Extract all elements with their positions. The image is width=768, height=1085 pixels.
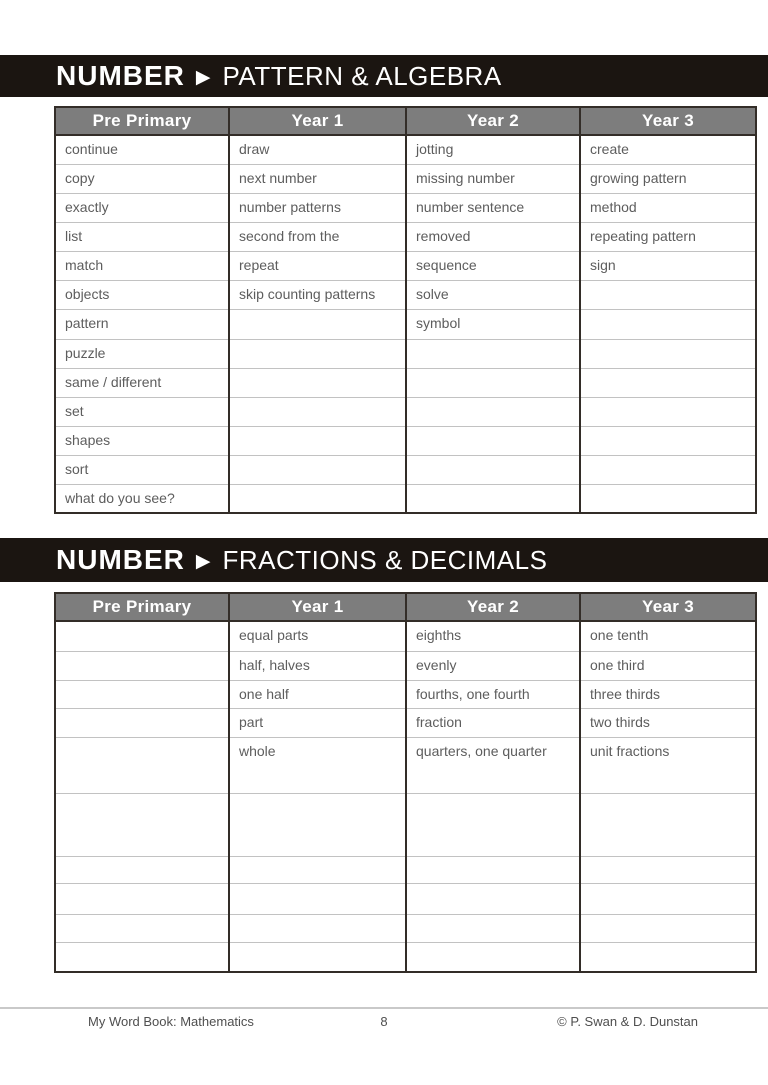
table-cell: skip counting patterns xyxy=(229,280,406,309)
play-triangle-icon: ▶ xyxy=(195,549,211,572)
table-cell xyxy=(229,426,406,455)
table-header-row xyxy=(55,107,756,135)
table-cell: same / different xyxy=(55,368,229,397)
table-row xyxy=(55,455,756,484)
table-cell xyxy=(580,484,756,513)
table-cell xyxy=(406,914,580,942)
table-cell xyxy=(406,856,580,883)
table-cell: three thirds xyxy=(580,680,756,708)
column-header: Year 2 xyxy=(406,107,580,135)
section-header-pattern-algebra xyxy=(0,55,768,97)
table-cell xyxy=(406,455,580,484)
table-row xyxy=(55,426,756,455)
column-header: Year 1 xyxy=(229,107,406,135)
table-cell: pattern xyxy=(55,309,229,339)
table-cell xyxy=(406,883,580,914)
table-cell: next number xyxy=(229,164,406,193)
table-cell: one half xyxy=(229,680,406,708)
vocab-table-pattern-algebra xyxy=(54,106,757,514)
table-cell xyxy=(580,368,756,397)
table-cell: removed xyxy=(406,222,580,251)
table-cell: missing number xyxy=(406,164,580,193)
table-cell: fraction xyxy=(406,708,580,737)
table-row xyxy=(55,135,756,164)
table-cell: two thirds xyxy=(580,708,756,737)
table-row xyxy=(55,193,756,222)
table-cell: whole xyxy=(229,737,406,793)
table-row xyxy=(55,164,756,193)
table-cell: list xyxy=(55,222,229,251)
table-row xyxy=(55,793,756,856)
table-cell: objects xyxy=(55,280,229,309)
table-cell xyxy=(55,883,229,914)
table-cell: number patterns xyxy=(229,193,406,222)
table-row xyxy=(55,914,756,942)
table-cell xyxy=(580,793,756,856)
table-cell: method xyxy=(580,193,756,222)
section-category-label: NUMBER xyxy=(56,60,185,91)
vocab-table-fractions-decimals xyxy=(54,592,757,973)
column-header: Year 3 xyxy=(580,107,756,135)
table-cell xyxy=(580,914,756,942)
table-row xyxy=(55,883,756,914)
footer-page-number: 8 xyxy=(380,1014,388,1029)
table-cell xyxy=(229,455,406,484)
table-cell: fourths, one fourth xyxy=(406,680,580,708)
table-row xyxy=(55,309,756,339)
footer-divider xyxy=(0,1007,768,1009)
section-topic-label: FRACTIONS & DECIMALS xyxy=(222,544,548,575)
table-cell xyxy=(406,484,580,513)
table-cell xyxy=(406,942,580,972)
table-cell: one tenth xyxy=(580,621,756,651)
table-cell: eighths xyxy=(406,621,580,651)
table-cell: copy xyxy=(55,164,229,193)
table-cell xyxy=(580,883,756,914)
table-cell xyxy=(406,426,580,455)
table-row xyxy=(55,737,756,793)
table-cell: one third xyxy=(580,651,756,680)
table-cell xyxy=(229,309,406,339)
column-header: Pre Primary xyxy=(55,593,229,621)
table-cell xyxy=(55,914,229,942)
play-triangle-icon: ▶ xyxy=(195,65,211,88)
table-row xyxy=(55,651,756,680)
table-cell xyxy=(406,339,580,368)
table-cell xyxy=(229,339,406,368)
table-row xyxy=(55,708,756,737)
table-cell: symbol xyxy=(406,309,580,339)
table-cell xyxy=(580,426,756,455)
table-cell: puzzle xyxy=(55,339,229,368)
section-header-fractions-decimals xyxy=(0,538,768,582)
table-cell: set xyxy=(55,397,229,426)
table-cell xyxy=(55,942,229,972)
table-cell xyxy=(229,484,406,513)
table-row xyxy=(55,621,756,651)
table-cell: sign xyxy=(580,251,756,280)
table-cell xyxy=(229,368,406,397)
table-cell xyxy=(406,793,580,856)
table-cell xyxy=(55,793,229,856)
table-cell xyxy=(55,651,229,680)
table-cell: growing pattern xyxy=(580,164,756,193)
table-cell: create xyxy=(580,135,756,164)
table-cell xyxy=(229,883,406,914)
table-cell: half, halves xyxy=(229,651,406,680)
table-cell xyxy=(580,397,756,426)
table-cell xyxy=(229,793,406,856)
table-cell: part xyxy=(229,708,406,737)
table-cell: draw xyxy=(229,135,406,164)
table-cell xyxy=(580,856,756,883)
table-cell: continue xyxy=(55,135,229,164)
table-cell xyxy=(229,914,406,942)
table-cell: sort xyxy=(55,455,229,484)
table-cell xyxy=(55,680,229,708)
table-cell: evenly xyxy=(406,651,580,680)
table-cell: exactly xyxy=(55,193,229,222)
table-cell: match xyxy=(55,251,229,280)
table-row xyxy=(55,339,756,368)
table-cell xyxy=(580,455,756,484)
table-row xyxy=(55,484,756,513)
table-row xyxy=(55,251,756,280)
table-cell xyxy=(55,708,229,737)
table-row xyxy=(55,280,756,309)
footer-copyright: © P. Swan & D. Dunstan xyxy=(557,1014,698,1029)
table-row xyxy=(55,942,756,972)
table-row xyxy=(55,856,756,883)
table-cell xyxy=(406,368,580,397)
table-cell: solve xyxy=(406,280,580,309)
table-cell: repeat xyxy=(229,251,406,280)
table-cell xyxy=(229,942,406,972)
section-topic-label: PATTERN & ALGEBRA xyxy=(222,60,502,91)
table-cell: unit fractions xyxy=(580,737,756,793)
table-cell xyxy=(229,397,406,426)
table-cell xyxy=(580,942,756,972)
page-footer xyxy=(0,1014,768,1034)
column-header: Year 2 xyxy=(406,593,580,621)
table-cell xyxy=(55,737,229,793)
table-cell: what do you see? xyxy=(55,484,229,513)
column-header: Year 1 xyxy=(229,593,406,621)
table-cell xyxy=(580,309,756,339)
table-cell: second from the xyxy=(229,222,406,251)
table-cell xyxy=(229,856,406,883)
table-cell: jotting xyxy=(406,135,580,164)
table-row xyxy=(55,680,756,708)
table-row xyxy=(55,368,756,397)
table-cell: number sentence xyxy=(406,193,580,222)
column-header: Pre Primary xyxy=(55,107,229,135)
table-cell xyxy=(55,621,229,651)
table-cell: repeating pattern xyxy=(580,222,756,251)
table-cell: sequence xyxy=(406,251,580,280)
table-cell xyxy=(580,280,756,309)
section-category-label: NUMBER xyxy=(56,544,185,575)
table-cell: shapes xyxy=(55,426,229,455)
column-header: Year 3 xyxy=(580,593,756,621)
table-cell: equal parts xyxy=(229,621,406,651)
table-cell xyxy=(580,339,756,368)
table-cell xyxy=(55,856,229,883)
table-cell xyxy=(406,397,580,426)
table-row xyxy=(55,222,756,251)
table-row xyxy=(55,397,756,426)
table-cell: quarters, one quarter xyxy=(406,737,580,793)
table-header-row xyxy=(55,593,756,621)
footer-book-title: My Word Book: Mathematics xyxy=(88,1014,254,1029)
